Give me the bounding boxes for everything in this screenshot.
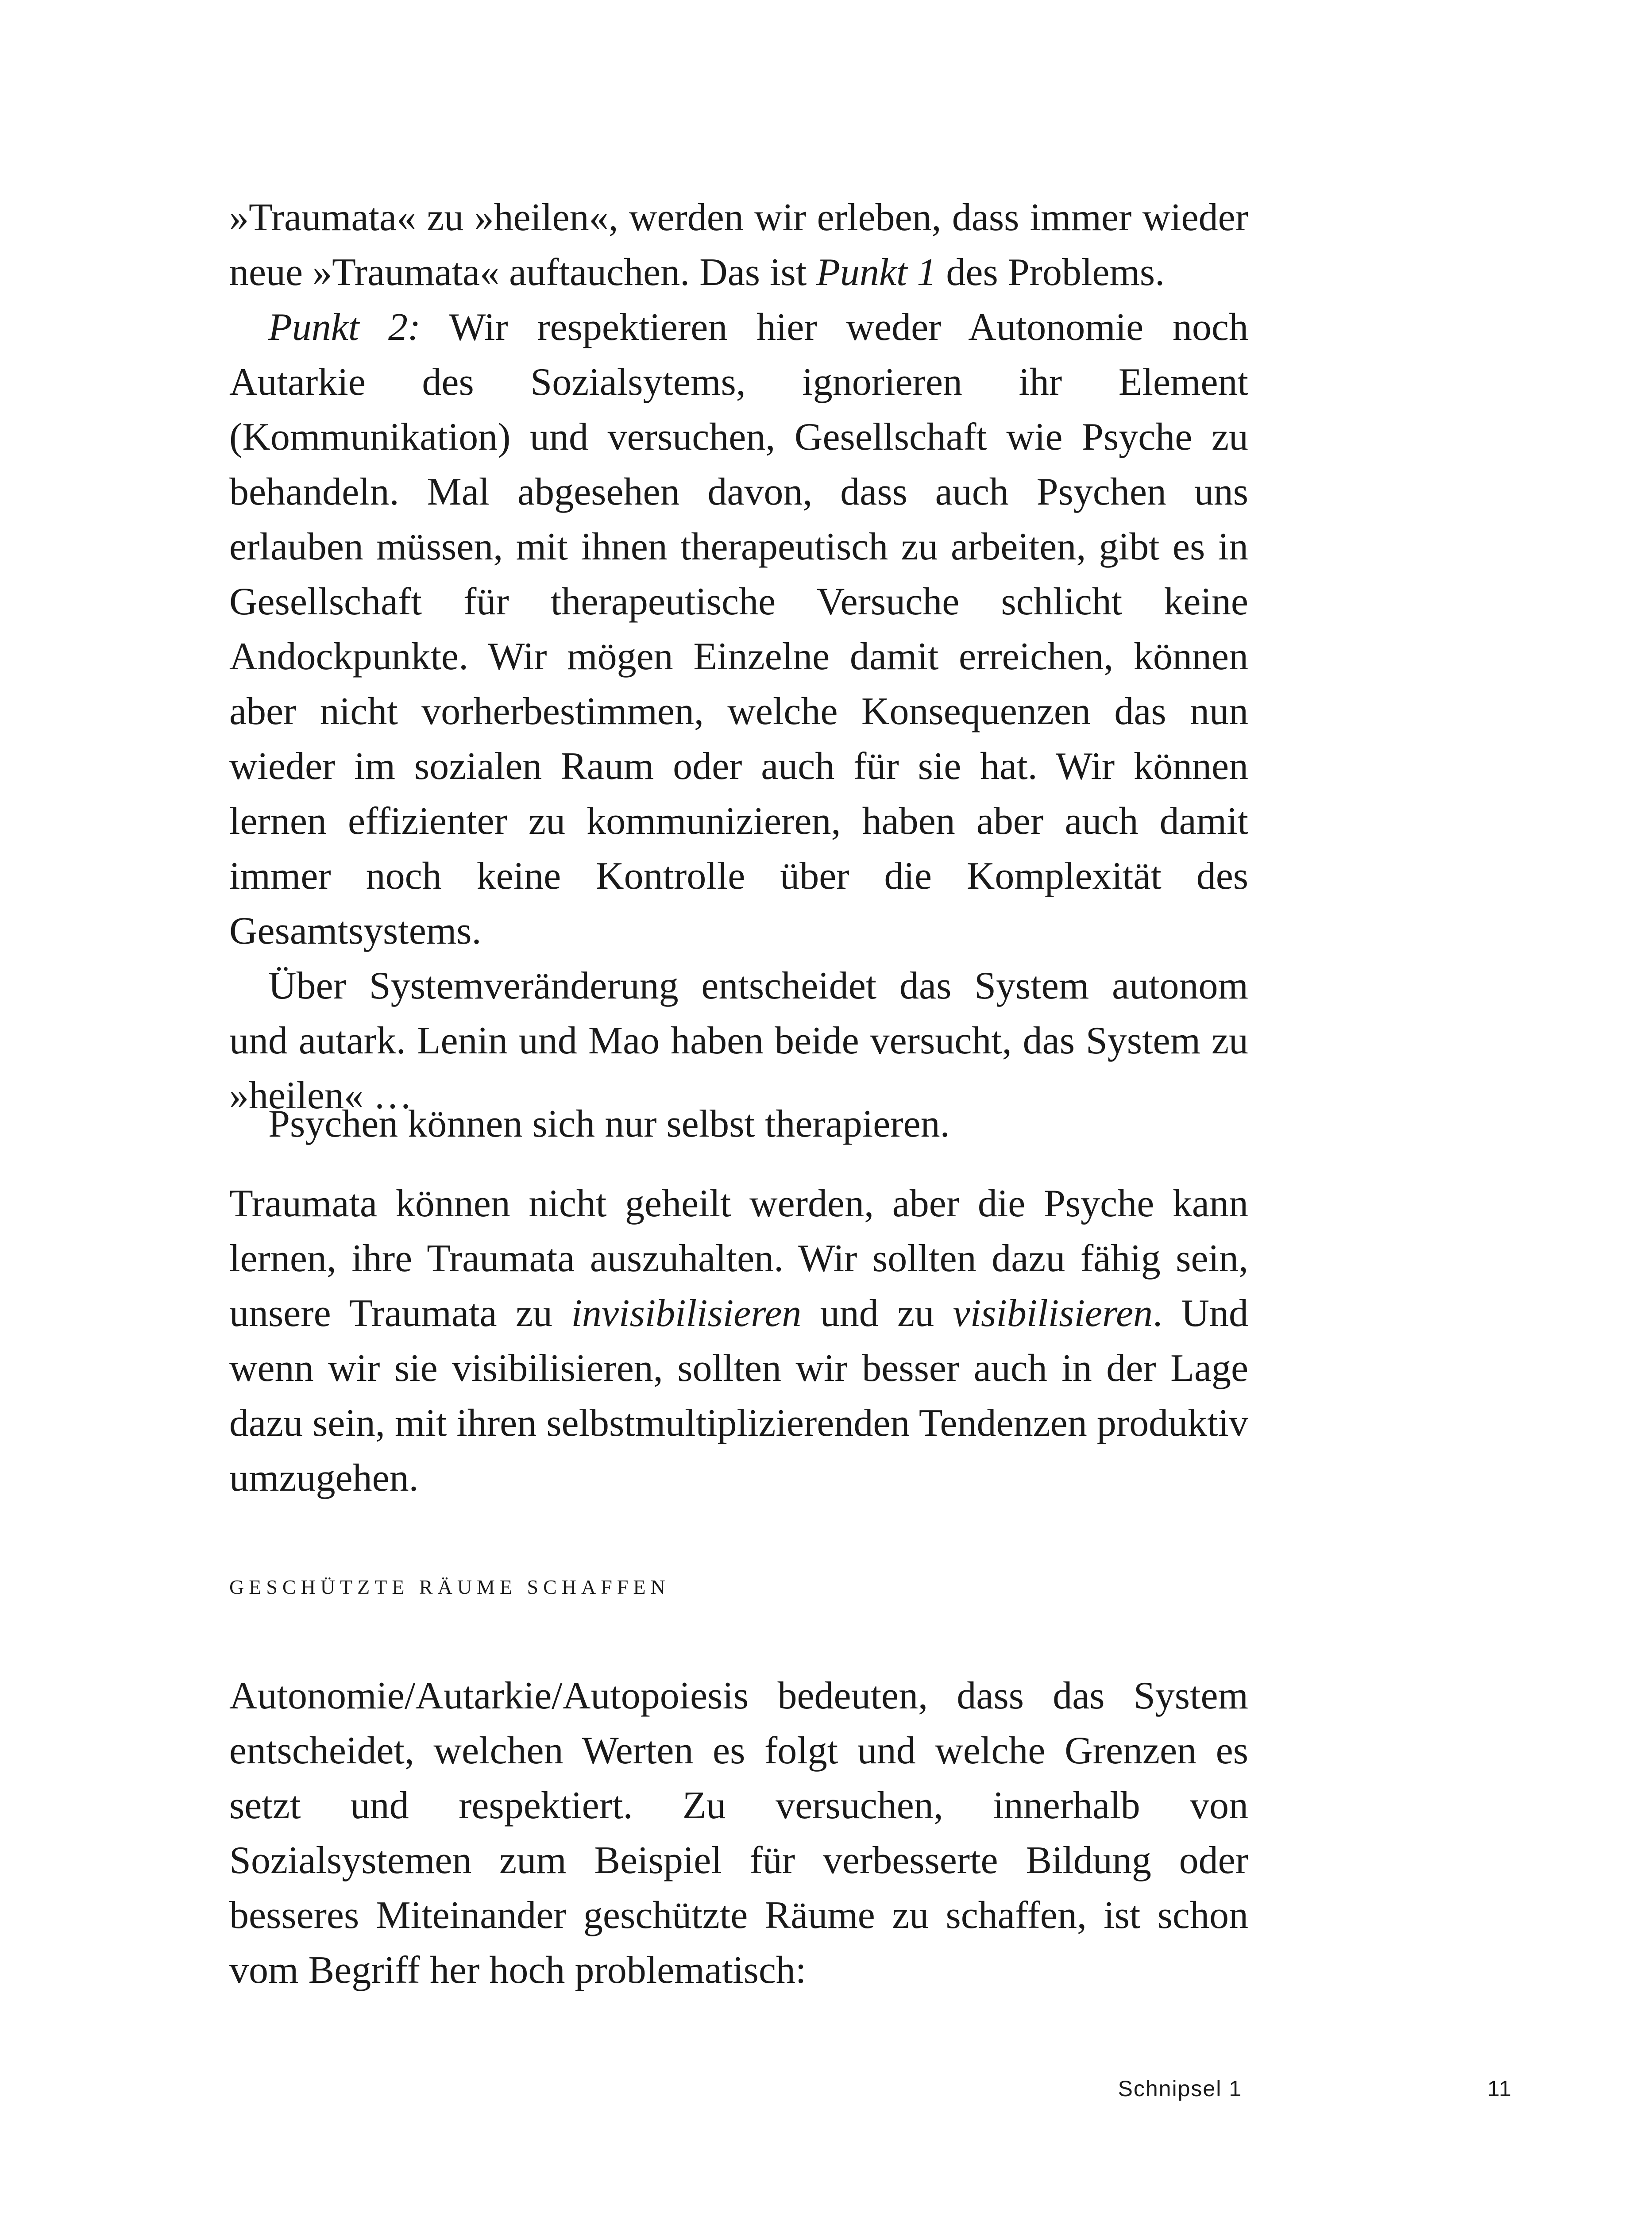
text-run: Autonomie/Autarkie/Autopoiesis bedeuten, dass das System entscheidet, welchen Werten es folgt und welche Grenzen es setzt und respektiert. Zu versuchen, innerhalb von Sozialsystemen zum Beispiel für verbesserte Bildung oder besseres Miteinander geschützte Räume zu schaffen, ist schon vom Begriff her hoch problematisch: bbox=[229, 1674, 1248, 1992]
text-run: Über Systemveränderung entscheidet das System autonom und autark. Lenin und Mao haben beide versucht, das System zu »heilen« … bbox=[229, 964, 1248, 1117]
text-run: Traumata können nicht geheilt werden, aber die Psyche kann lernen, ihre Traumata auszuhalten. Wir sollten dazu fähig sein, unsere Traumata zu bbox=[229, 1182, 1248, 1335]
paragraph-text bbox=[229, 190, 1248, 300]
text-run: Wir respektieren hier weder Autonomie noch Autarkie des Sozialsytems, ignorieren ihr Element (Kommunikation) und versuchen, Gesellschaft wie Psyche zu behandeln. Mal abgesehen davon, dass auch Psychen uns erlauben müssen, mit ihnen therapeutisch zu arbeiten, gibt es in Gesellschaft für therapeutische Versuche schlicht keine Andockpunkte. Wir mögen Einzelne damit erreichen, können aber nicht vorherbestimmen, welche Konsequenzen das nun wieder im sozialen Raum oder auch für sie hat. Wir können lernen effizienter zu kommunizieren, haben aber auch damit immer noch keine Kontrolle über die Komplexität des Gesamtsystems. bbox=[229, 306, 1248, 952]
text-run: des Problems. bbox=[936, 251, 1165, 294]
text-run: Psychen können sich nur selbst therapieren. bbox=[268, 1103, 950, 1145]
paragraph-psychen bbox=[229, 1097, 1248, 1152]
paragraph-traumata-heilen bbox=[229, 190, 1248, 1123]
text-run: »Traumata« zu »heilen«, werden wir erleben, dass immer wieder neue »Traumata« auftauchen. Das ist bbox=[229, 196, 1248, 294]
paragraph-autonomie bbox=[229, 1669, 1248, 1998]
paragraph-traumata-aushalten bbox=[229, 1176, 1248, 1506]
page-number: 11 bbox=[1487, 2076, 1512, 2101]
paragraph-text bbox=[229, 1669, 1248, 1998]
running-footer-title: Schnipsel 1 bbox=[1118, 2076, 1242, 2101]
italic-text-run: visibilisieren bbox=[953, 1292, 1153, 1335]
italic-text-run: Punkt 1 bbox=[816, 251, 937, 294]
italic-text-run: Punkt 2: bbox=[268, 306, 421, 349]
text-run: und zu bbox=[801, 1292, 953, 1335]
section-heading: geschützte räume schaffen bbox=[229, 1568, 670, 1600]
paragraph-text bbox=[229, 1176, 1248, 1506]
italic-text-run: invisibilisieren bbox=[571, 1292, 802, 1335]
paragraph-punkt-2 bbox=[229, 300, 1248, 959]
paragraph-text bbox=[229, 1097, 1248, 1152]
text-run: . Und wenn wir sie visibilisieren, sollten wir besser auch in der Lage dazu sein, mit ihren selbstmultiplizierenden Tendenzen produktiv umzugehen. bbox=[229, 1292, 1248, 1500]
